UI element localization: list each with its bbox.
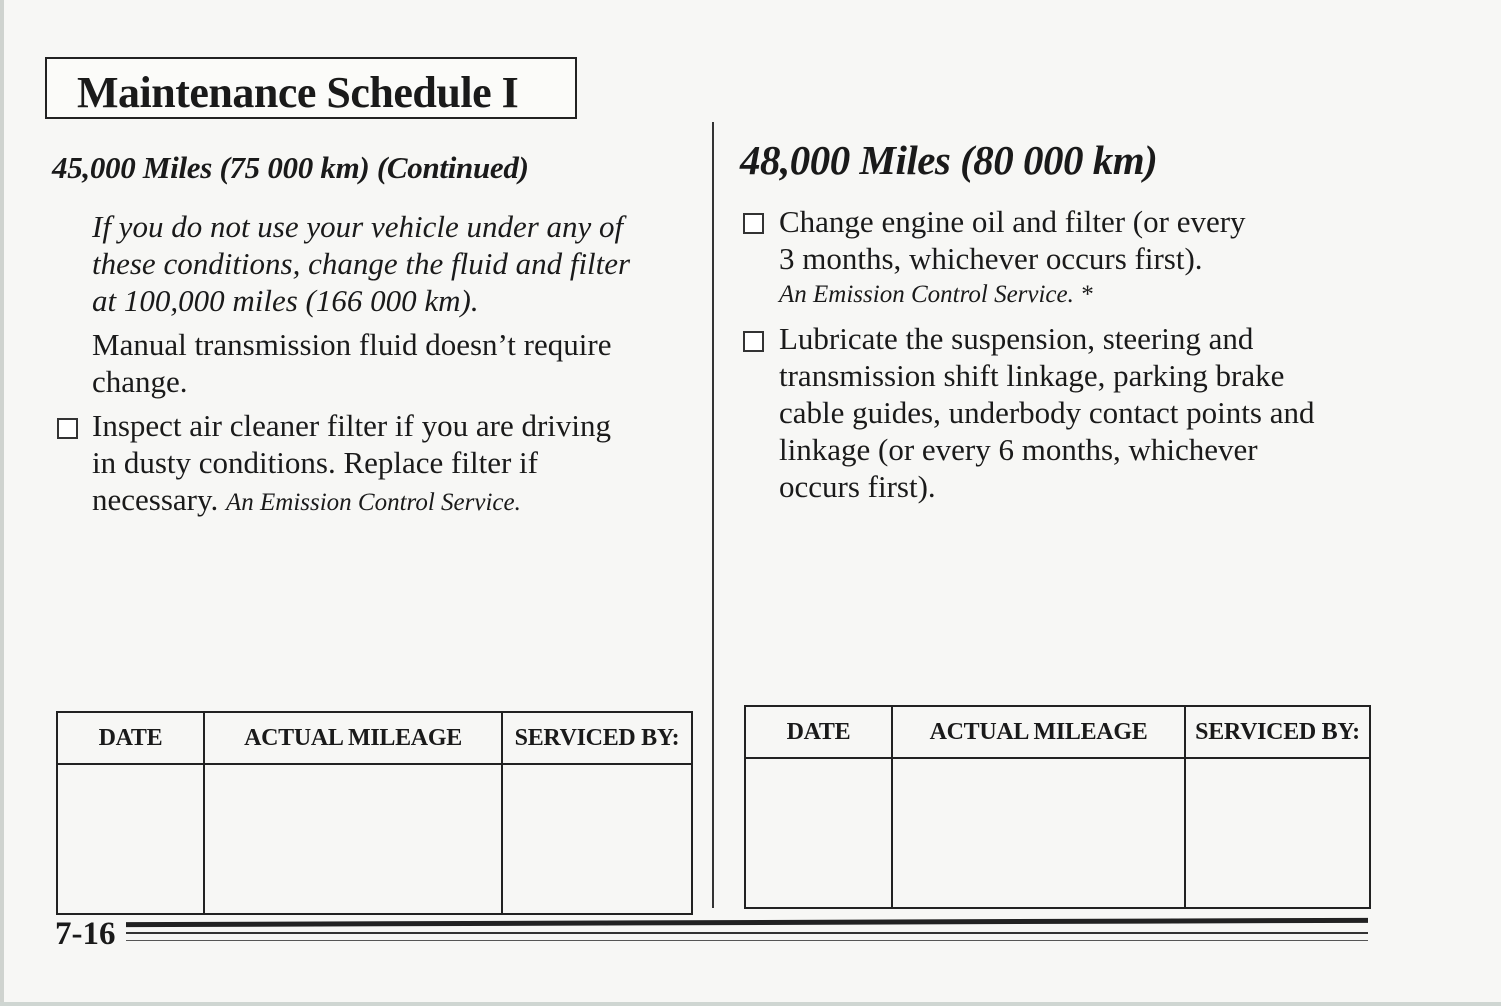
italic-note (92, 208, 630, 319)
table-row (745, 758, 1370, 908)
table-header-serviced-by: SERVICED BY: (1185, 706, 1370, 758)
mileage-cell[interactable] (204, 764, 502, 914)
page-edge-left (0, 0, 4, 1006)
table-header-serviced-by: SERVICED BY: (502, 712, 692, 764)
italic-note-line: at 100,000 miles (166 000 km). (92, 283, 479, 318)
title-box (45, 57, 577, 119)
date-cell[interactable] (57, 764, 204, 914)
service-record-table-right (744, 705, 1371, 909)
manual-transmission-note (92, 326, 611, 400)
lubricate-line: Lubricate the suspension, steering and (779, 321, 1254, 356)
emission-service-note: An Emission Control Service. * (779, 281, 1093, 308)
footer-rule (126, 932, 1368, 934)
table-header-actual-mileage: ACTUAL MILEAGE (892, 706, 1185, 758)
air-filter-line: Inspect air cleaner filter if you are driving (92, 408, 612, 443)
lubricate-line: occurs first). (779, 469, 936, 504)
lubricate-item (779, 320, 1314, 505)
service-record-table-left (56, 711, 693, 915)
oil-change-line: Change engine oil and filter (or every (779, 204, 1246, 239)
serviced-by-cell[interactable] (502, 764, 692, 914)
italic-note-line: If you do not use your vehicle under any of (92, 209, 624, 244)
oil-change-line: 3 months, whichever occurs first). (779, 241, 1203, 276)
right-subheading: 48,000 Miles (80 000 km) (740, 137, 1158, 183)
lubricate-line: linkage (or every 6 months, whichever (779, 432, 1258, 467)
footer-rule (126, 918, 1368, 927)
air-filter-item (92, 407, 611, 521)
page-number: 7-16 (55, 916, 116, 952)
table-row (57, 764, 692, 914)
table-header-date: DATE (57, 712, 204, 764)
checkbox-air-filter[interactable] (57, 418, 78, 439)
checkbox-lubricate[interactable] (743, 331, 764, 352)
italic-note-line: these conditions, change the fluid and filter (92, 246, 631, 281)
air-filter-line: necessary. (92, 482, 219, 517)
oil-change-item (779, 203, 1246, 313)
page-title: Maintenance Schedule I (77, 68, 519, 117)
table-header-row (745, 706, 1370, 758)
left-subheading: 45,000 Miles (75 000 km) (Continued) (52, 150, 529, 185)
air-filter-line: in dusty conditions. Replace filter if (92, 445, 538, 480)
column-divider (712, 122, 714, 908)
air-filter-line-last (92, 481, 611, 521)
date-cell[interactable] (745, 758, 892, 908)
footer-rule (126, 940, 1368, 941)
serviced-by-cell[interactable] (1185, 758, 1370, 908)
manual-note-line: change. (92, 364, 188, 399)
emission-service-note: An Emission Control Service. (225, 489, 521, 516)
table-header-date: DATE (745, 706, 892, 758)
lubricate-line: cable guides, underbody contact points and (779, 395, 1315, 430)
manual-note-line: Manual transmission fluid doesn’t require (92, 327, 612, 362)
mileage-cell[interactable] (892, 758, 1185, 908)
lubricate-line: transmission shift linkage, parking brake (779, 358, 1285, 393)
table-header-actual-mileage: ACTUAL MILEAGE (204, 712, 502, 764)
checkbox-oil-change[interactable] (743, 213, 764, 234)
table-header-row (57, 712, 692, 764)
page-edge-bottom (0, 1002, 1501, 1006)
